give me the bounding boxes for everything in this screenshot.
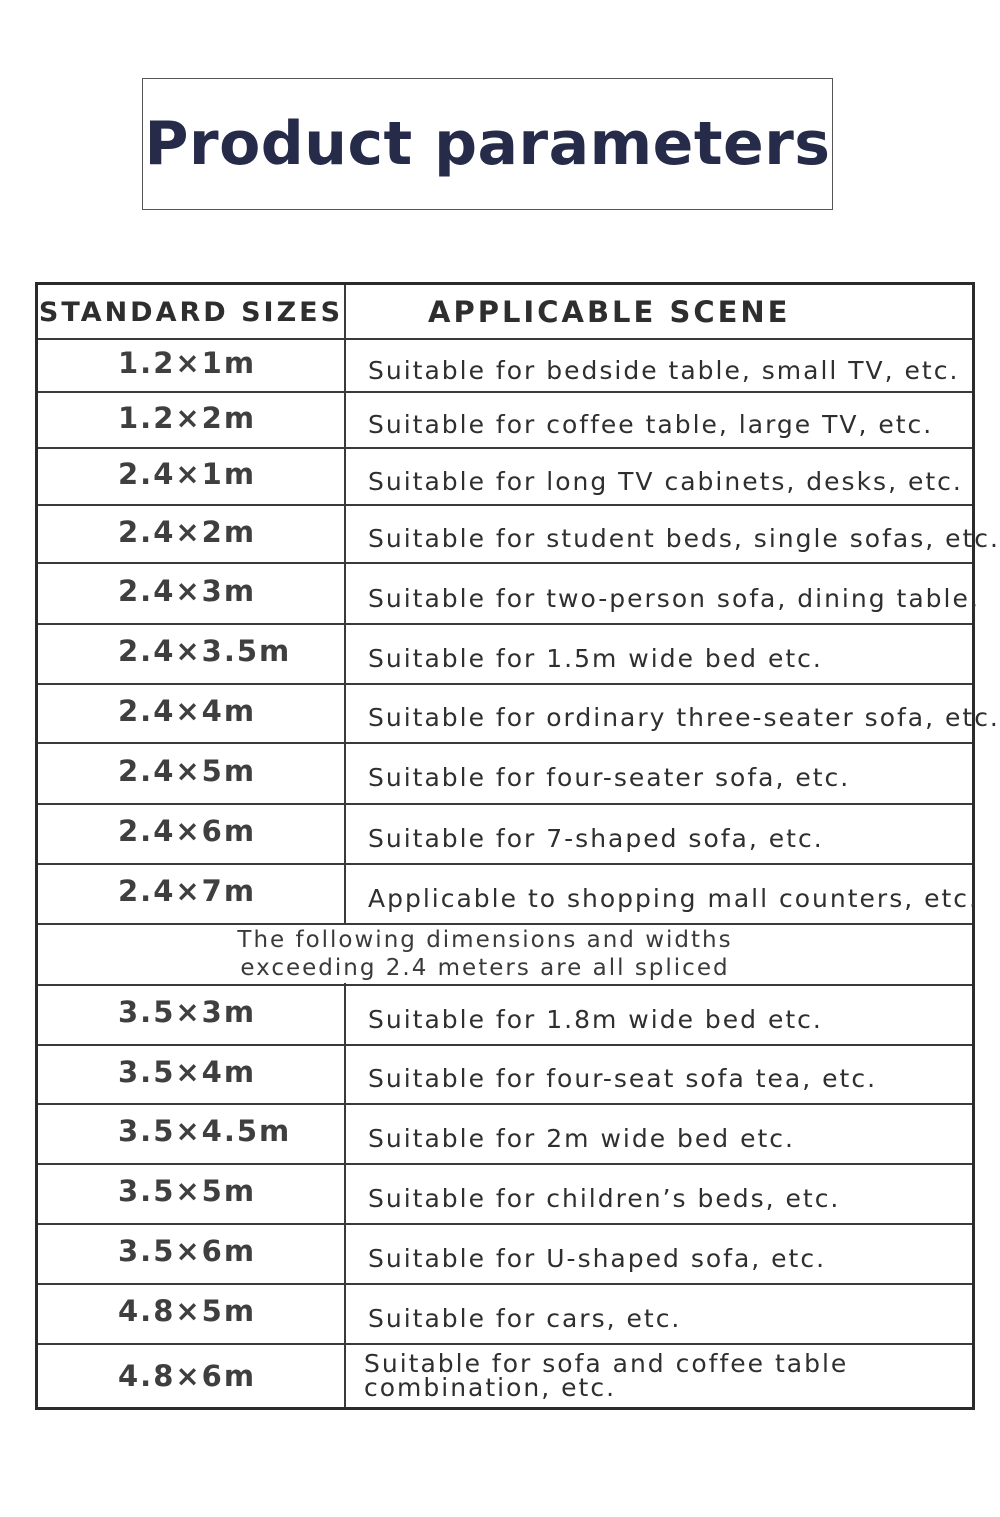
header-standard-sizes: STANDARD SIZES — [38, 296, 344, 328]
title-box — [142, 78, 833, 210]
scene-cell: Suitable for four-seater sofa, etc. — [368, 763, 851, 792]
splice-note-line2: exceeding 2.4 meters are all spliced — [240, 955, 730, 981]
size-cell: 2.4×3m — [118, 574, 257, 608]
scene-cell: Applicable to shopping mall counters, etc. — [368, 883, 979, 913]
size-cell: 2.4×1m — [118, 457, 257, 491]
scene-cell: Suitable for four-seat sofa tea, etc. — [368, 1064, 878, 1093]
scene-cell: Suitable for coffee table, large TV, etc. — [368, 410, 934, 439]
size-cell: 4.8×6m — [118, 1359, 257, 1393]
size-cell: 3.5×4.5m — [118, 1114, 292, 1148]
scene-cell: Suitable for two-person sofa, dining table, — [368, 583, 980, 613]
scene-cell: Suitable for student beds, single sofas, etc. — [368, 524, 1000, 553]
row-divider — [38, 984, 972, 986]
size-cell: 3.5×3m — [118, 995, 257, 1029]
scene-cell: Suitable for bedside table, small TV, etc. — [368, 355, 960, 385]
size-cell: 3.5×5m — [118, 1174, 257, 1208]
size-cell: 3.5×6m — [118, 1234, 257, 1268]
size-cell: 2.4×3.5m — [118, 634, 292, 668]
splice-note — [38, 925, 972, 983]
scene-cell: Suitable for 2m wide bed etc. — [368, 1123, 795, 1153]
scene-cell: Suitable for cars, etc. — [368, 1303, 682, 1333]
scene-cell: Suitable for 1.8m wide bed etc. — [368, 1004, 823, 1034]
scene-cell: Suitable for children’s beds, etc. — [368, 1183, 841, 1213]
header-applicable-scene: APPLICABLE SCENE — [428, 295, 791, 329]
size-cell: 4.8×5m — [118, 1294, 257, 1328]
size-cell: 1.2×2m — [118, 400, 257, 435]
scene-cell: Suitable for U-shaped sofa, etc. — [368, 1243, 827, 1273]
scene-cell: Suitable for 7-shaped sofa, etc. — [368, 823, 824, 853]
scene-cell: Suitable for sofa and coffee table combination, etc. — [364, 1349, 849, 1402]
scene-cell: Suitable for long TV cabinets, desks, etc. — [368, 466, 963, 496]
parameters-table — [35, 282, 1000, 1410]
splice-note-line1: The following dimensions and widths — [237, 927, 733, 953]
size-cell: 3.5×4m — [118, 1054, 257, 1089]
size-cell: 1.2×1m — [118, 346, 257, 380]
scene-cell: Suitable for ordinary three-seater sofa, etc. — [368, 703, 1000, 732]
size-cell: 2.4×2m — [118, 514, 257, 549]
scene-cell: Suitable for 1.5m wide bed etc. — [368, 643, 823, 673]
size-cell: 2.4×4m — [118, 693, 257, 728]
page-title: Product parameters — [144, 109, 831, 179]
size-cell: 2.4×6m — [118, 814, 257, 848]
size-cell: 2.4×7m — [118, 874, 257, 908]
size-cell: 2.4×5m — [118, 753, 257, 788]
